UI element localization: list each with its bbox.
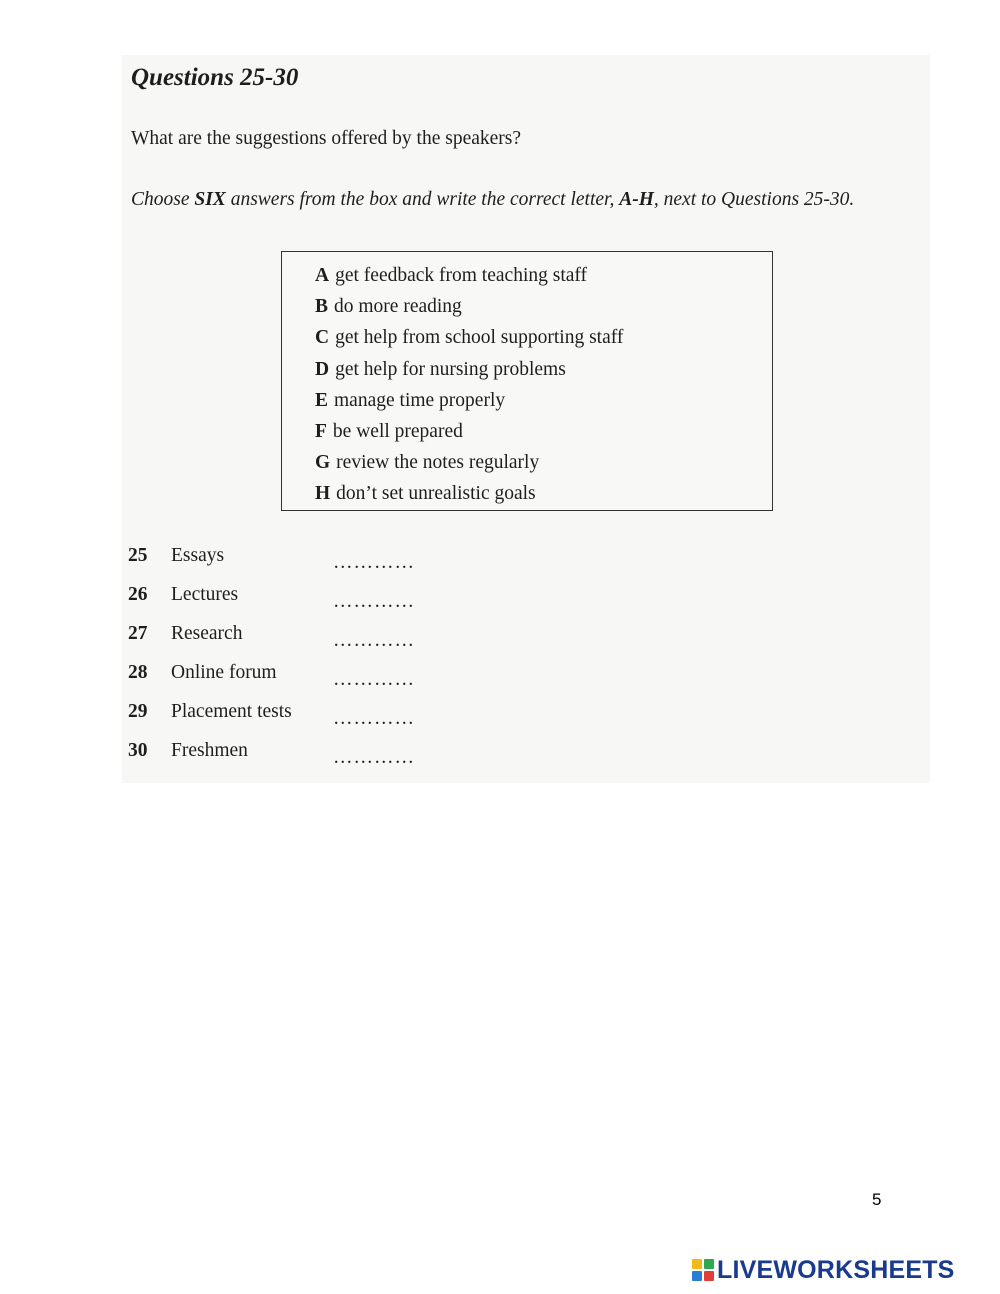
question-label: Placement tests [171,701,292,722]
page-number: 5 [872,1190,882,1209]
question-item-28 [128,659,448,698]
question-label: Online forum [171,662,277,683]
option-f [315,416,623,447]
option-letter: E [315,389,329,411]
option-letter: C [315,327,330,349]
answer-blank-25[interactable]: ………… [333,552,415,573]
question-item-29 [128,698,448,737]
question-item-30 [128,737,448,776]
option-h [315,478,623,509]
option-a [315,260,623,291]
logo-square [704,1259,714,1269]
brand-text: LIVEWORKSHEETS [717,1255,955,1284]
option-b [315,291,623,322]
option-text: get feedback from teaching staff [335,265,588,286]
question-number: 27 [128,623,148,644]
logo-square [692,1259,702,1269]
question-number: 28 [128,662,148,683]
option-text: do more reading [334,296,462,318]
question-label: Research [171,623,243,644]
option-letter: D [315,358,330,380]
instruction-part-1: Choose [131,189,195,210]
question-number: 30 [128,740,148,761]
answer-blank-30[interactable]: ………… [333,747,415,768]
option-text: manage time properly [334,389,506,411]
question-items [128,542,448,776]
options-list [315,260,623,510]
answer-blank-28[interactable]: ………… [333,669,415,690]
answer-blank-29[interactable]: ………… [333,708,415,729]
question-number: 26 [128,584,148,605]
option-text: review the notes regularly [336,452,540,474]
answer-blank-26[interactable]: ………… [333,591,415,612]
liveworksheets-logo-icon [692,1259,714,1281]
instruction-count: SIX [194,189,226,210]
option-g [315,447,623,478]
answer-options-box [281,251,773,511]
liveworksheets-brand[interactable] [692,1254,955,1286]
question-number: 29 [128,701,148,722]
question-item-26 [128,581,448,620]
instruction-letter-range: A-H [619,189,654,210]
instruction-part-3: , next to Questions 25-30. [653,189,855,210]
option-d [315,354,623,385]
option-e [315,385,623,416]
option-letter: B [315,296,329,318]
question-text: What are the suggestions offered by the speakers? [131,128,522,149]
section-heading: Questions 25-30 [131,64,299,91]
option-letter: F [315,420,327,442]
option-text: don’t set unrealistic goals [336,483,536,505]
question-number: 25 [128,545,148,566]
question-label: Freshmen [171,740,248,761]
instruction-text [131,189,854,211]
option-text: get help from school supporting staff [335,327,624,349]
question-item-25 [128,542,448,581]
question-item-27 [128,620,448,659]
option-text: be well prepared [332,420,463,442]
option-letter: G [315,452,331,474]
question-label: Essays [171,545,225,566]
instruction-part-2: answers from the box and write the correct letter, [225,189,620,210]
option-letter: A [315,265,330,286]
logo-square [704,1271,714,1281]
option-text: get help for nursing problems [335,358,566,380]
answer-blank-27[interactable]: ………… [333,630,415,651]
question-label: Lectures [171,584,239,605]
option-c [315,322,623,353]
option-letter: H [315,483,331,505]
logo-square [692,1271,702,1281]
